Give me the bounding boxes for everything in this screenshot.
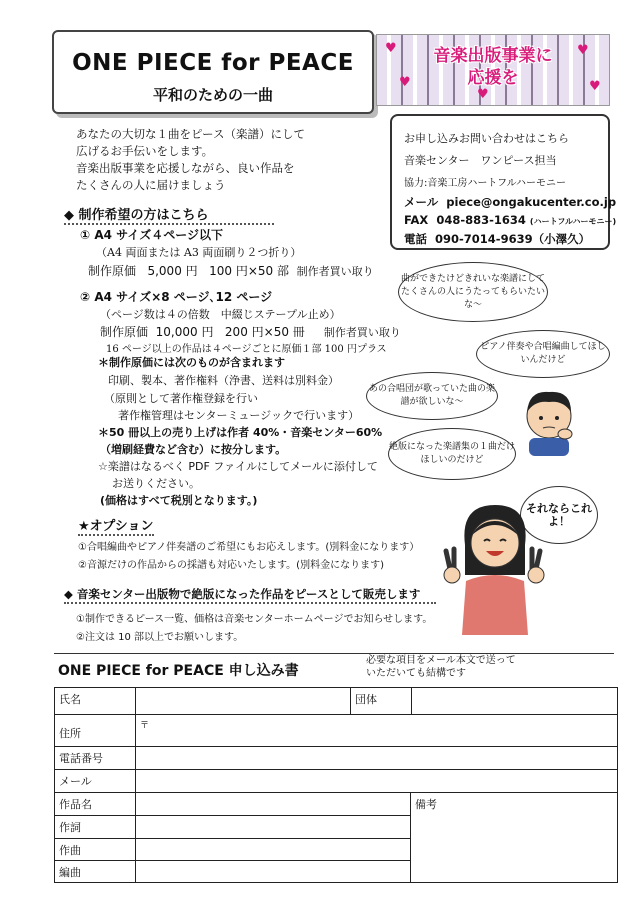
email-field[interactable]: [135, 769, 618, 793]
label-arranger: 編曲: [54, 860, 136, 883]
contact-org: 音楽センター ワンピース担当: [404, 154, 557, 167]
remarks-field[interactable]: 備考: [410, 792, 618, 883]
name-field[interactable]: [135, 687, 351, 715]
page-title: ONE PIECE for PEACE: [72, 50, 354, 76]
application-form: [54, 687, 618, 883]
options-heading: ★オプション: [78, 515, 154, 536]
label-phone: 電話番号: [54, 746, 136, 770]
title-box: [52, 30, 374, 114]
address-field[interactable]: 〒: [135, 714, 618, 747]
rule-line2: 著作権管理はセンターミュージックで行います）: [118, 409, 360, 422]
contact-box: [390, 114, 617, 250]
outofprint-item: ①制作できるピース一覧、価格は音楽センターホームページでお知らせします。: [76, 614, 433, 625]
speech-bubble: それならこれよ！: [520, 486, 598, 544]
composer-field[interactable]: [135, 838, 411, 861]
heart-icon: ♥: [477, 87, 489, 102]
heart-icon: ♥: [589, 79, 601, 94]
label-email: メール: [54, 769, 136, 793]
label-work: 作品名: [54, 792, 136, 816]
option-item: ②音源だけの作品からの採譜も対応いたします。(別料金になります): [78, 560, 384, 571]
plan1-price: 制作原価 5,000 円 100 円×50 部 制作者買い取り: [88, 264, 374, 278]
page-subtitle: 平和のための一曲: [152, 86, 273, 104]
speech-bubble: 曲ができたけどきれいな楽譜にしてたくさんの人にうたってもらいたいな～: [398, 262, 548, 322]
phone-field[interactable]: [135, 746, 618, 770]
speech-bubble: 絶版になった楽譜集の１曲だけほしいのだけど: [388, 428, 516, 480]
plan1-note: （A4 両面または A3 両面刷り２つ折り）: [96, 246, 302, 259]
label-name: 氏名: [54, 687, 136, 715]
heart-icon: ♥: [385, 41, 397, 56]
pdf-line2: お送りください。: [112, 477, 200, 490]
contact-tel: 電話 090-7014-9639（小澤久）: [404, 232, 591, 246]
contact-mail: メール piece@ongakucenter.co.jp: [404, 195, 617, 209]
arranger-field[interactable]: [135, 860, 411, 883]
label-lyrics: 作詞: [54, 815, 136, 839]
intro-text: あなたの大切な１曲をピース（楽譜）にして 広げるお手伝いをします。 音楽出版事業を応援しながら、良い作品を たくさんの人に届けましょう: [76, 127, 305, 192]
plan2-note: （ページ数は４の倍数 中綴じステープル止め）: [100, 308, 341, 321]
plan2-title: ② A4 サイズ×8 ページ､12 ページ: [80, 290, 273, 304]
contact-fax: FAX 048-883-1634 (ハートフルハーモニー): [404, 213, 617, 227]
heart-icon: ♥: [577, 43, 589, 58]
contact-coop: 協力:音楽工房ハートフルハーモニー: [404, 178, 566, 189]
speech-bubble: あの合唱団が歌っていた曲の楽譜が欲しいな～: [366, 372, 498, 420]
plan2-extra: 16 ページ以上の作品は４ページごとに原価１部 100 円プラス: [106, 344, 387, 355]
lyrics-field[interactable]: [135, 815, 411, 839]
label-composer: 作曲: [54, 838, 136, 861]
royalty-line2: （増刷経費など含む）に按分します。: [100, 443, 287, 456]
work-field[interactable]: [135, 792, 411, 816]
thinking-boy-illustration: [515, 384, 585, 456]
pdf-line1: ☆楽譜はなるべく PDF ファイルにしてメールに添付して: [98, 460, 378, 473]
banner-image: [376, 34, 610, 106]
rule-line1: （原則として著作権登録を行い: [104, 392, 258, 405]
label-group: 団体: [350, 687, 412, 715]
tax-note: (価格はすべて税別となります。): [100, 494, 258, 507]
contact-heading: お申し込みお問い合わせはこちら: [404, 132, 569, 145]
label-address: 住所: [54, 714, 136, 747]
includes-items: 印刷、製本、著作権料（浄書、送料は別料金）: [108, 374, 339, 387]
email-link[interactable]: piece@ongakucenter.co.jp: [446, 195, 617, 209]
plan2-price: 制作原価 10,000 円 200 円×50 冊 制作者買い取り: [100, 325, 401, 339]
divider: [54, 653, 614, 654]
banner-text: 音楽出版事業に 応援を: [433, 46, 553, 88]
group-field[interactable]: [411, 687, 618, 715]
heart-icon: ♥: [399, 75, 411, 90]
royalty-line1: ＊50 冊以上の売り上げは作者 40%・音楽センター60%: [98, 426, 383, 439]
production-heading: ◆ 制作希望の方はこちら: [64, 204, 274, 225]
form-note: 必要な項目をメール本文で送って いただいても結構です: [366, 655, 516, 679]
option-item: ①合唱編曲やピアノ伴奏譜のご希望にもお応えします。(別料金になります）: [78, 542, 420, 553]
form-title: ONE PIECE for PEACE 申し込み書: [58, 663, 299, 679]
speech-bubble: ピアノ伴奏や合唱編曲してほしいんだけど: [476, 330, 610, 378]
outofprint-heading: ◆ 音楽センター出版物で絶版になった作品をピースとして販売します: [64, 586, 436, 604]
includes-heading: ＊制作原価には次のものが含まれます: [98, 356, 285, 369]
plan1-title: ① A4 サイズ４ページ以下: [80, 228, 223, 242]
outofprint-item: ②注文は 10 部以上でお願いします。: [76, 632, 244, 643]
smiling-girl-illustration: [440, 495, 550, 635]
